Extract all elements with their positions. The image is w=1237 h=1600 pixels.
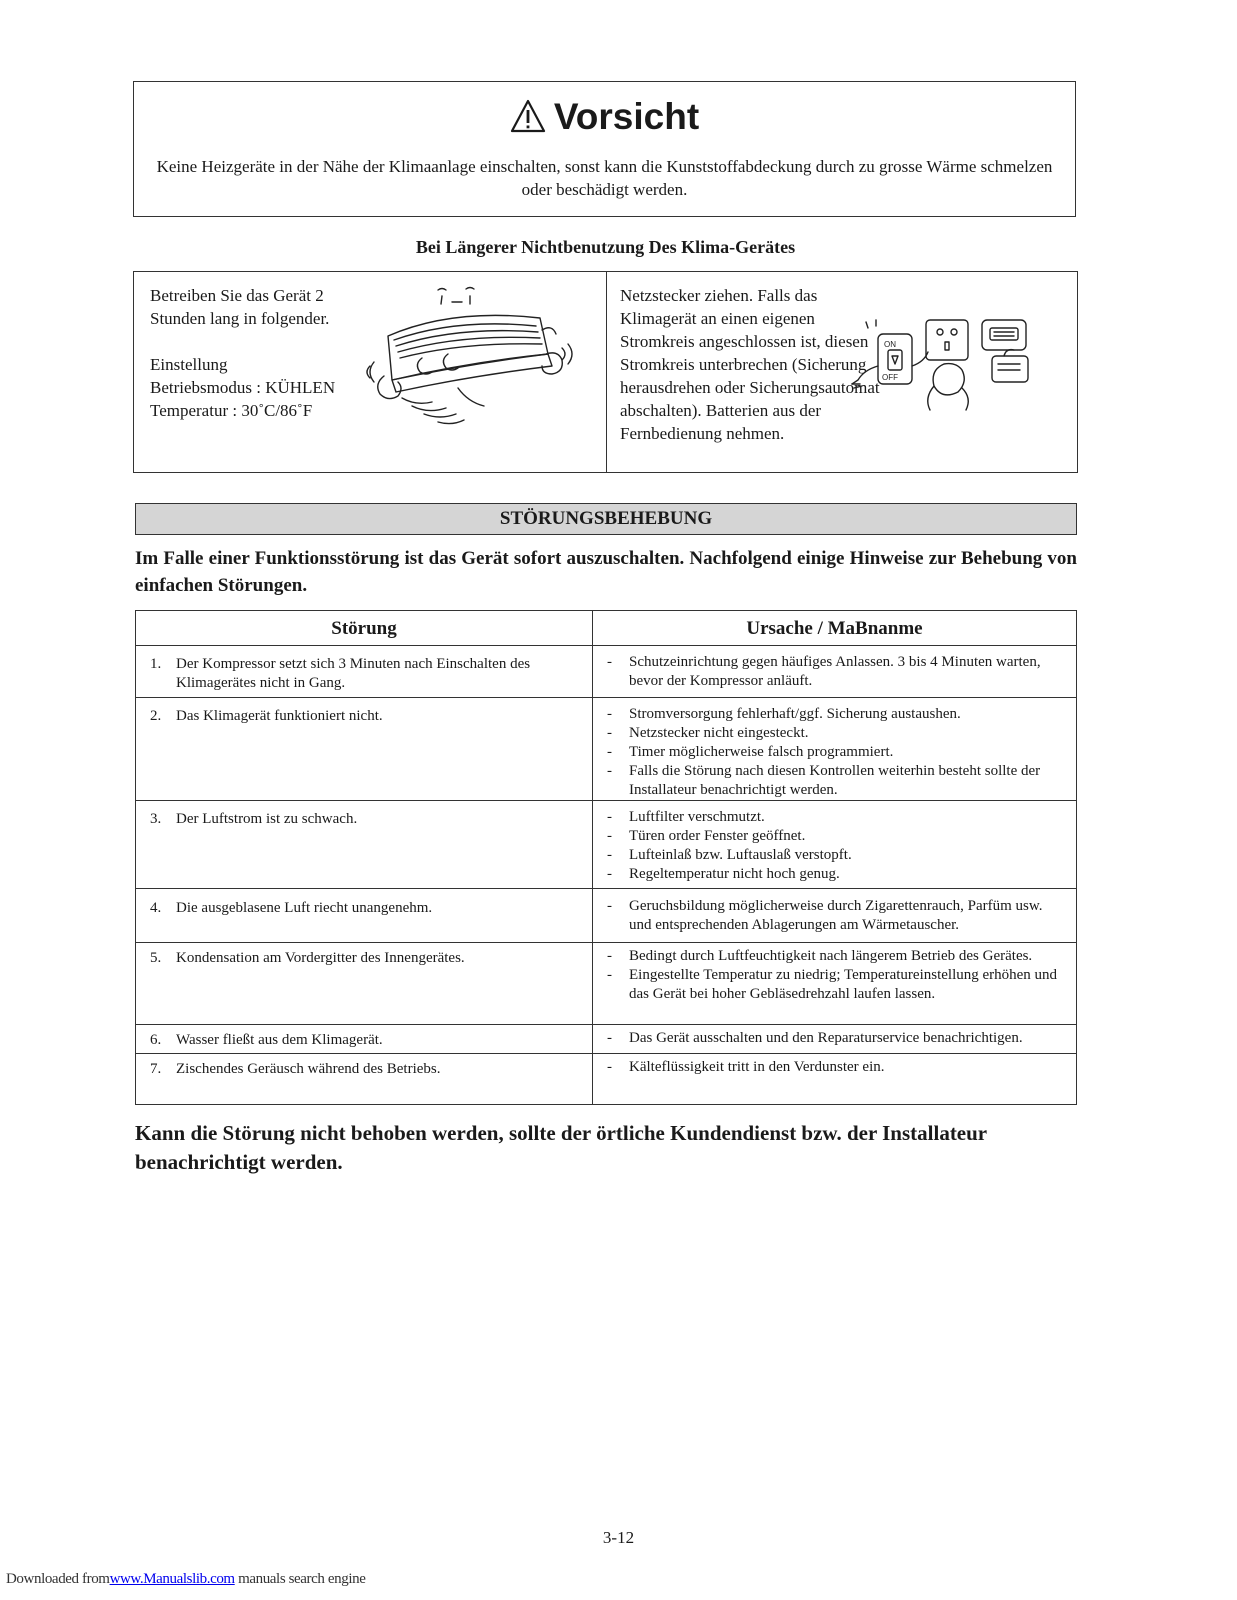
cause-text: Das Gerät ausschalten und den Reparaturservice benachrichtigen. (629, 1030, 1023, 1046)
problem-text: Wasser fließt aus dem Klimagerät. (176, 1032, 383, 1048)
column-header-cause: Ursache / MaBnanme (593, 611, 1077, 646)
cause-item: - Regeltemperatur nicht hoch genug. (607, 866, 840, 882)
cause-text: Schutzeinrichtung gegen häufiges Anlassen. 3 bis 4 Minuten warten, bevor der Kompressor anläuft. (629, 654, 1041, 689)
cause-text: Kälteflüssigkeit tritt in den Verdunster ein. (629, 1059, 885, 1075)
caution-heading (134, 96, 1075, 138)
problem-text: Das Klimagerät funktioniert nicht. (176, 708, 383, 724)
table-row (136, 889, 1077, 943)
column-header-problem: Störung (136, 611, 593, 646)
cause-item: - Geruchsbildung möglicherweise durch Zigarettenrauch, Parfüm usw. und entsprechenden Ablagerungen am Wärmetauscher. (599, 897, 1064, 935)
problem-number: 1. (150, 656, 162, 672)
cause-cell (593, 1054, 1077, 1105)
switch-on-label: ON (884, 340, 896, 349)
table-row (136, 943, 1077, 1025)
footer-suffix: manuals search engine (234, 1571, 366, 1587)
manualslib-link[interactable]: www.Manualslib.com (109, 1571, 235, 1587)
table-row (136, 1025, 1077, 1054)
nonuse-box (133, 271, 1078, 473)
cause-text: Bedingt durch Luftfeuchtigkeit nach längerem Betrieb des Gerätes. (629, 948, 1033, 964)
cause-text: Regeltemperatur nicht hoch genug. (629, 866, 840, 882)
problem-number: 2. (150, 708, 162, 724)
table-row (136, 698, 1077, 801)
table-row (136, 646, 1077, 698)
problem-text: Kondensation am Vordergitter des Innengerätes. (176, 950, 465, 966)
nonuse-left-text (150, 284, 380, 422)
problem-cell (136, 1054, 593, 1105)
caution-text: Keine Heizgeräte in der Nähe der Klimaanlage einschalten, sonst kann die Kunststoffabdeckung durch zu grosse Wärme schmelzen oder beschädigt werden. (156, 157, 1053, 199)
table-header-row (136, 611, 1077, 646)
problem-cell (136, 889, 593, 943)
cause-cell (593, 943, 1077, 1025)
nonuse-left-line: Betriebsmodus : KÜHLEN (150, 378, 336, 397)
table-row (136, 801, 1077, 889)
cause-text: Stromversorgung fehlerhaft/ggf. Sicherung austaushen. (629, 706, 961, 722)
problem-cell (136, 943, 593, 1025)
problem-cell (136, 698, 593, 801)
problem-number: 7. (150, 1061, 162, 1077)
cause-text: Geruchsbildung möglicherweise durch Zigarettenrauch, Parfüm usw. und entsprechenden Ablagerungen am Wärmetauscher. (629, 898, 1043, 933)
caution-title: Vorsicht (553, 96, 700, 137)
cause-item: - Schutzeinrichtung gegen häufiges Anlassen. 3 bis 4 Minuten warten, bevor der Kompressor anläuft. (599, 653, 1064, 691)
problem-cell (136, 1025, 593, 1054)
problem-number: 4. (150, 900, 162, 916)
cause-item: - Luftfilter verschmutzt. (607, 809, 765, 825)
cause-text: Eingestellte Temperatur zu niedrig; Temperatureinstellung erhöhen und das Gerät bei hoher Gebläsedrehzahl laufen lassen. (629, 967, 1058, 1002)
cause-item: - Bedingt durch Luftfeuchtigkeit nach längerem Betrieb des Gerätes. (607, 948, 1033, 964)
cause-item: - Lufteinlaß bzw. Luftauslaß verstopft. (607, 847, 852, 863)
problem-number: 5. (150, 950, 162, 966)
problem-text: Zischendes Geräusch während des Betriebs. (176, 1061, 441, 1077)
nonuse-left-line: Betreiben Sie das Gerät 2 (150, 286, 324, 305)
cause-item: - Türen order Fenster geöffnet. (607, 828, 806, 844)
intro-text: Im Falle einer Funktionsstörung ist das Gerät sofort auszuschalten. Nachfolgend einige Hinweise zur Behebung von einfachen Störungen. (135, 548, 1077, 596)
cause-item: - Eingestellte Temperatur zu niedrig; Temperatureinstellung erhöhen und das Gerät bei hoher Gebläsedrehzahl laufen lassen. (599, 966, 1064, 1004)
nonuse-left-line: Einstellung (150, 355, 228, 374)
cause-item: - Stromversorgung fehlerhaft/ggf. Sicherung austaushen. (607, 706, 961, 722)
nonuse-right-text: Netzstecker ziehen. Falls das Klimagerät an einen eigenen Stromkreis angeschlossen ist, diesen Stromkreis unterbrechen (Sicherung herausdrehen oder Sicherungsautomat abschalten). Batterien aus der Fernbedienung nehmen. (620, 286, 880, 443)
cause-cell (593, 698, 1077, 801)
warning-triangle-icon (510, 99, 546, 133)
cause-item: - Falls die Störung nach diesen Kontrollen weiterhin besteht sollte der Installateur benachrichtigt werden. (599, 762, 1064, 800)
problem-number: 6. (150, 1032, 162, 1048)
problem-text: Die ausgeblasene Luft riecht unangenehm. (176, 900, 433, 916)
troubleshooting-table (135, 610, 1077, 1105)
cause-cell (593, 801, 1077, 889)
switch-off-label: OFF (882, 373, 898, 382)
caution-box (133, 81, 1076, 217)
cause-text: Timer möglicherweise falsch programmiert. (629, 744, 894, 760)
plug-socket-illustration (848, 316, 1044, 416)
footer-prefix: Downloaded from (6, 1571, 110, 1587)
problem-cell (136, 801, 593, 889)
nonuse-left-line: Temperatur : 30˚C/86˚F (150, 401, 313, 420)
cause-item: - Netzstecker nicht eingesteckt. (607, 725, 809, 741)
nonuse-left-line: Stunden lang in folgender. (150, 309, 330, 328)
problem-cell (136, 646, 593, 698)
cause-item: - Timer möglicherweise falsch programmiert. (607, 744, 894, 760)
cause-text: Lufteinlaß bzw. Luftauslaß verstopft. (629, 847, 852, 863)
cause-text: Luftfilter verschmutzt. (629, 809, 765, 825)
nonuse-title: Bei Längerer Nichtbenutzung Des Klima-Gerätes (415, 237, 796, 257)
cause-cell (593, 889, 1077, 943)
section-header: STÖRUNGSBEHEBUNG (135, 503, 1077, 535)
problem-text: Der Luftstrom ist zu schwach. (176, 811, 358, 827)
closing-note: Kann die Störung nicht behoben werden, sollte der örtliche Kundendienst bzw. der Installateur benachrichtigt werden. (135, 1121, 987, 1174)
column-divider (606, 272, 607, 472)
table-row (136, 1054, 1077, 1105)
cause-item: - Kälteflüssigkeit tritt in den Verdunster ein. (607, 1059, 885, 1075)
air-conditioner-illustration (362, 284, 578, 432)
cause-cell (593, 646, 1077, 698)
cause-text: Netzstecker nicht eingesteckt. (629, 725, 809, 741)
cause-item: - Das Gerät ausschalten und den Reparaturservice benachrichtigen. (607, 1030, 1023, 1046)
problem-number: 3. (150, 811, 162, 827)
cause-text: Türen order Fenster geöffnet. (629, 828, 806, 844)
problem-text: Der Kompressor setzt sich 3 Minuten nach Einschalten des Klimagerätes nicht in Gang. (176, 656, 531, 691)
footer (6, 1571, 365, 1588)
page-number: 3-12 (602, 1528, 635, 1547)
cause-cell (593, 1025, 1077, 1054)
cause-text: Falls die Störung nach diesen Kontrollen weiterhin besteht sollte der Installateur benachrichtigt werden. (629, 763, 1041, 798)
